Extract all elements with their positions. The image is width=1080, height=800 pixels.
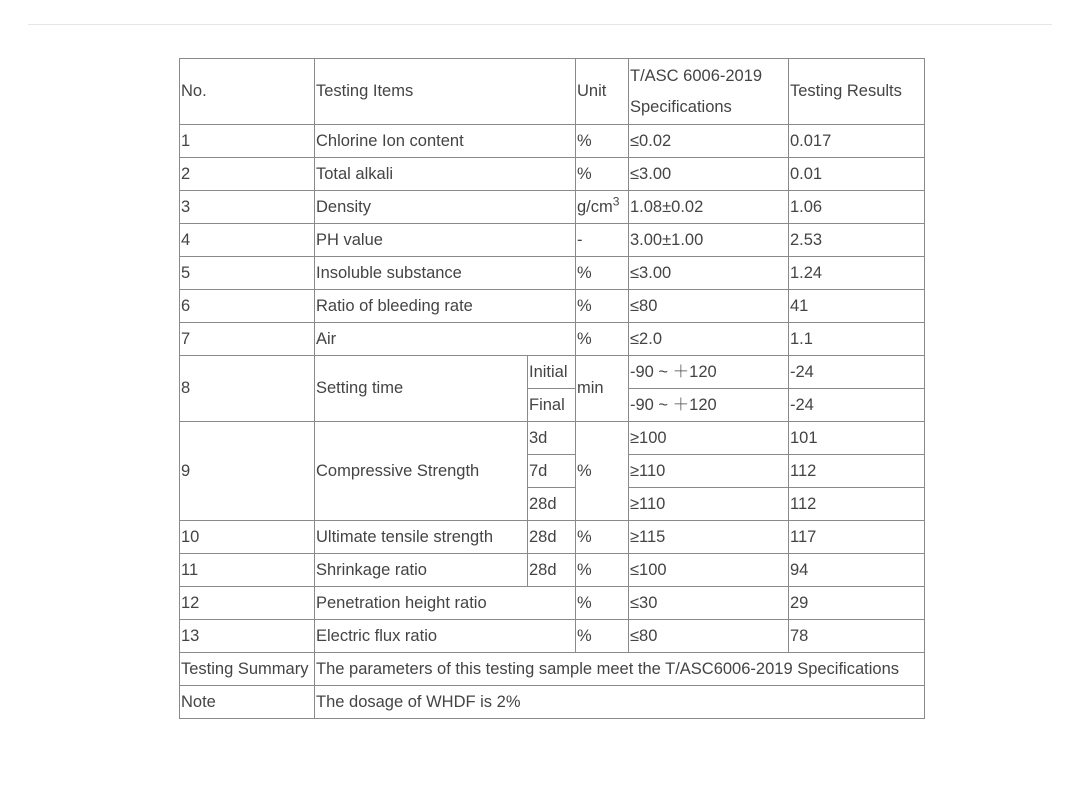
table-row [180, 323, 925, 356]
note-text: The dosage of WHDF is 2% [315, 686, 925, 719]
row-result: 0.017 [789, 125, 925, 158]
row-no: 3 [180, 191, 315, 224]
row-no: 13 [180, 620, 315, 653]
row-result: -24 [789, 389, 925, 422]
row-item: Ultimate tensile strength [315, 521, 528, 554]
row-subitem: Initial [528, 356, 576, 389]
row-item: Total alkali [315, 158, 576, 191]
row-unit: % [576, 554, 629, 587]
row-unit: % [576, 290, 629, 323]
row-unit [576, 191, 629, 224]
row-spec: 3.00±1.00 [629, 224, 789, 257]
header-row [180, 59, 925, 125]
header-unit: Unit [576, 59, 629, 125]
table-row [180, 521, 925, 554]
row-subitem: 3d [528, 422, 576, 455]
table-row [180, 422, 925, 455]
note-row [180, 686, 925, 719]
table-row [180, 356, 925, 389]
row-item: Setting time [315, 356, 528, 422]
row-spec: ≤80 [629, 290, 789, 323]
row-no: 5 [180, 257, 315, 290]
row-item: Penetration height ratio [315, 587, 576, 620]
row-spec: ≥110 [629, 488, 789, 521]
row-result: 0.01 [789, 158, 925, 191]
row-result: 101 [789, 422, 925, 455]
row-item: Chlorine Ion content [315, 125, 576, 158]
row-unit: % [576, 587, 629, 620]
row-no: 7 [180, 323, 315, 356]
row-result: 1.06 [789, 191, 925, 224]
row-spec: ≥115 [629, 521, 789, 554]
row-result: 1.1 [789, 323, 925, 356]
row-subitem: 28d [528, 554, 576, 587]
table-row [180, 554, 925, 587]
row-spec: ≤3.00 [629, 257, 789, 290]
row-spec: ≤0.02 [629, 125, 789, 158]
row-result: 112 [789, 488, 925, 521]
row-spec: ≤3.00 [629, 158, 789, 191]
note-label: Note [180, 686, 315, 719]
row-item: Shrinkage ratio [315, 554, 528, 587]
row-item: Compressive Strength [315, 422, 528, 521]
row-unit: % [576, 158, 629, 191]
row-unit: % [576, 323, 629, 356]
row-no: 12 [180, 587, 315, 620]
specification-table [179, 58, 925, 719]
row-unit: % [576, 521, 629, 554]
row-result: 1.24 [789, 257, 925, 290]
row-unit: % [576, 125, 629, 158]
row-unit: min [576, 356, 629, 422]
row-spec: ≤80 [629, 620, 789, 653]
row-result: 94 [789, 554, 925, 587]
table-row [180, 620, 925, 653]
row-spec: ≤100 [629, 554, 789, 587]
header-spec-line1: T/ASC 6006-2019 [630, 66, 763, 85]
row-result: 112 [789, 455, 925, 488]
row-result: 117 [789, 521, 925, 554]
header-specifications [629, 59, 789, 125]
row-item: Insoluble substance [315, 257, 576, 290]
row-unit: % [576, 257, 629, 290]
row-no: 1 [180, 125, 315, 158]
row-spec: ≤30 [629, 587, 789, 620]
row-item: Density [315, 191, 576, 224]
row-subitem: 28d [528, 521, 576, 554]
row-subitem: Final [528, 389, 576, 422]
row-no: 8 [180, 356, 315, 422]
row-no: 9 [180, 422, 315, 521]
row-item: Air [315, 323, 576, 356]
top-divider [28, 24, 1052, 25]
header-no: No. [180, 59, 315, 125]
summary-text: The parameters of this testing sample meet the T/ASC6006-2019 Specifications [315, 653, 925, 686]
table-row [180, 224, 925, 257]
row-subitem: 28d [528, 488, 576, 521]
row-no: 2 [180, 158, 315, 191]
row-result: 41 [789, 290, 925, 323]
row-item: Electric flux ratio [315, 620, 576, 653]
row-spec: ≥110 [629, 455, 789, 488]
row-no: 10 [180, 521, 315, 554]
row-spec: -90 ~ ＋120 [629, 356, 789, 389]
row-result: 29 [789, 587, 925, 620]
table-row [180, 158, 925, 191]
row-unit: % [576, 620, 629, 653]
row-unit: % [576, 422, 629, 521]
row-item: Ratio of bleeding rate [315, 290, 576, 323]
table-row [180, 125, 925, 158]
row-spec: ≤2.0 [629, 323, 789, 356]
table-row [180, 191, 925, 224]
unit-base: g/cm [577, 197, 613, 216]
table-row [180, 290, 925, 323]
row-no: 11 [180, 554, 315, 587]
row-unit: - [576, 224, 629, 257]
row-no: 6 [180, 290, 315, 323]
table-row [180, 587, 925, 620]
summary-row [180, 653, 925, 686]
row-spec: -90 ~ ＋120 [629, 389, 789, 422]
row-item: PH value [315, 224, 576, 257]
row-result: 78 [789, 620, 925, 653]
row-result: 2.53 [789, 224, 925, 257]
row-spec: ≥100 [629, 422, 789, 455]
header-testing-results: Testing Results [789, 59, 925, 125]
table-row [180, 257, 925, 290]
row-subitem: 7d [528, 455, 576, 488]
row-result: -24 [789, 356, 925, 389]
header-testing-items: Testing Items [315, 59, 576, 125]
row-no: 4 [180, 224, 315, 257]
row-spec: 1.08±0.02 [629, 191, 789, 224]
summary-label: Testing Summary [180, 653, 315, 686]
header-spec-line2: Specifications [630, 97, 732, 116]
unit-superscript: 3 [612, 194, 620, 208]
